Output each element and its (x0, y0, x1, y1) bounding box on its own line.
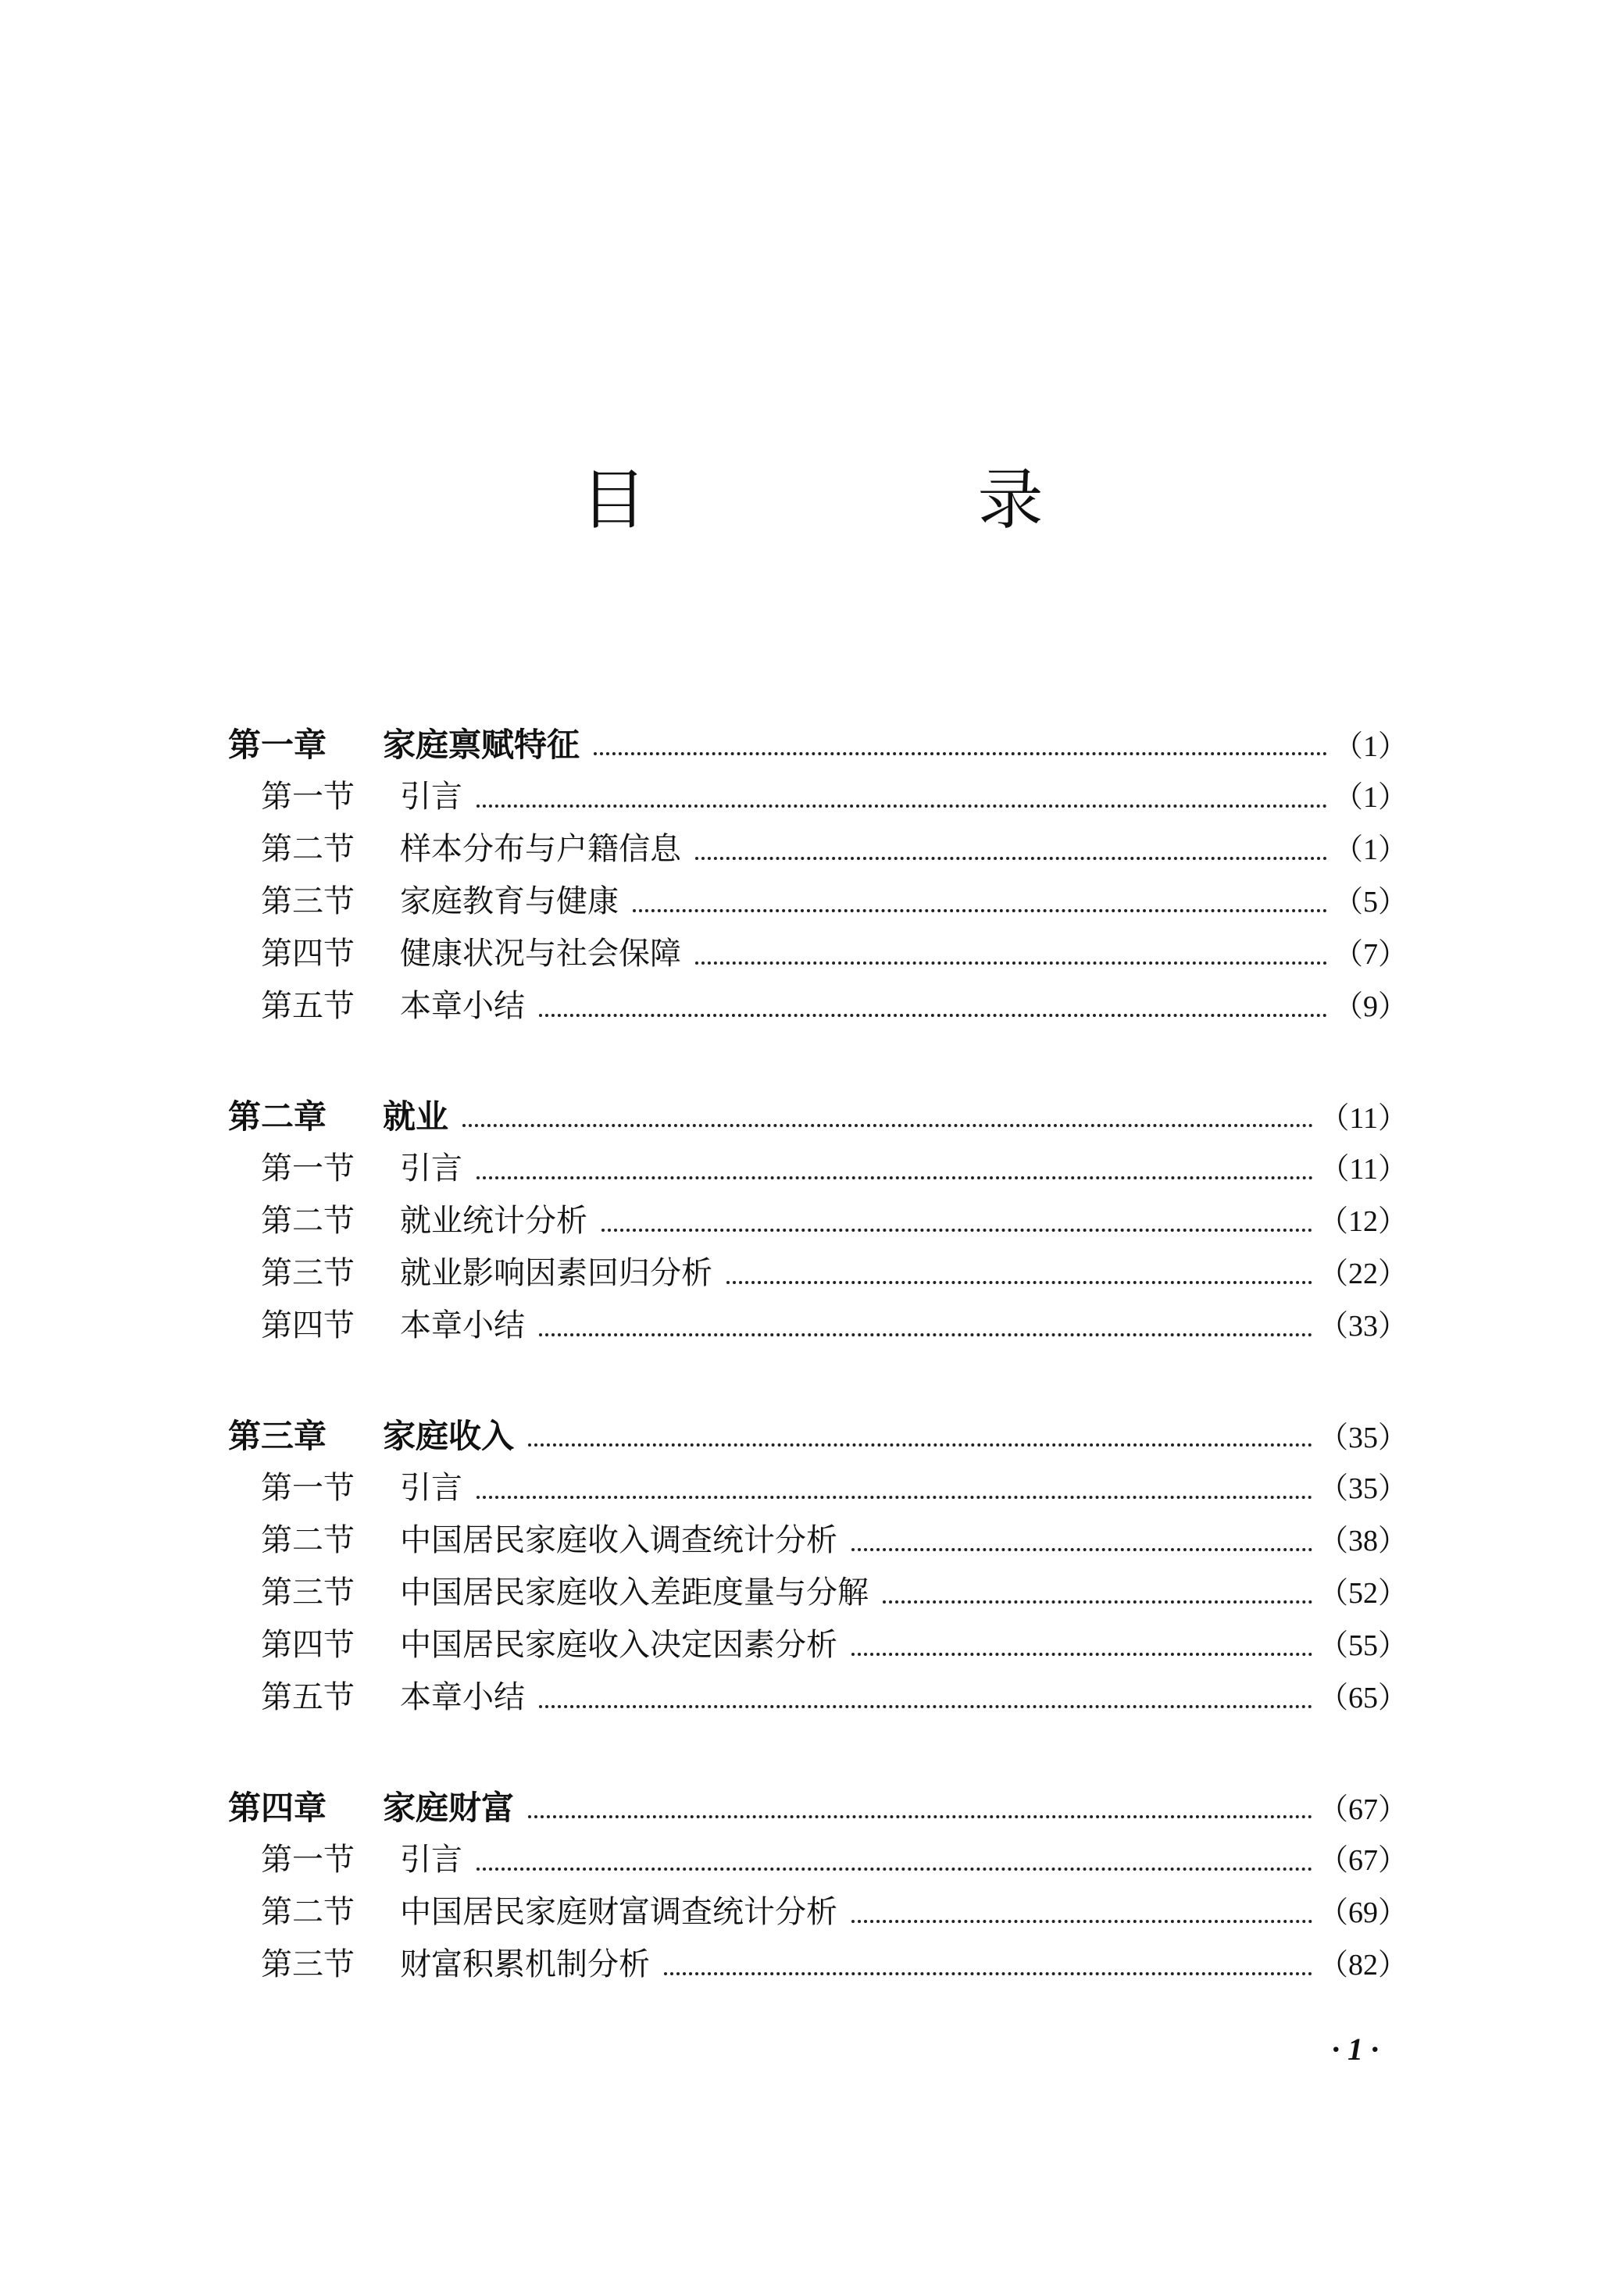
section-entry[interactable] (228, 771, 1408, 823)
section-number: 第五节 (261, 988, 355, 1024)
section-entry[interactable] (228, 1939, 1408, 1991)
page-number: （11） (1319, 1102, 1408, 1135)
section-title: 中国居民家庭财富调查统计分析 (400, 1894, 837, 1930)
page-number: （1） (1333, 781, 1408, 814)
dot-leader (851, 1619, 1312, 1671)
section-entry[interactable] (228, 1671, 1408, 1724)
section-title: 引言 (400, 1470, 462, 1506)
dot-leader (664, 1939, 1312, 1991)
page-number: （1） (1333, 730, 1408, 763)
page-number: （22） (1318, 1258, 1408, 1290)
dot-leader (633, 876, 1327, 928)
section-entry[interactable] (228, 1143, 1408, 1195)
section-number: 第二节 (261, 1894, 355, 1930)
section-title: 引言 (400, 1842, 462, 1878)
section-entry[interactable] (228, 1834, 1408, 1886)
page-number: （65） (1318, 1682, 1408, 1714)
page-title: 目 录 (580, 462, 1176, 538)
dot-leader (851, 1514, 1312, 1567)
dot-leader (695, 928, 1327, 980)
section-number: 第四节 (261, 936, 355, 972)
page-number: （1） (1333, 833, 1408, 866)
page-number: （11） (1319, 1153, 1408, 1186)
chapter-3 (228, 1410, 1408, 1724)
section-number: 第一节 (261, 1151, 355, 1186)
section-entry[interactable] (228, 1247, 1408, 1300)
chapter-entry[interactable] (228, 1090, 1408, 1143)
dot-leader (476, 771, 1327, 823)
chapter-4 (228, 1782, 1408, 1991)
page-number: （67） (1318, 1793, 1408, 1826)
dot-leader (476, 1462, 1312, 1514)
section-number: 第四节 (261, 1308, 355, 1343)
page-number: （9） (1333, 990, 1408, 1023)
section-title: 家庭教育与健康 (400, 883, 619, 919)
chapter-2 (228, 1090, 1408, 1352)
chapter-title: 家庭财富 (383, 1789, 515, 1827)
chapter-entry[interactable] (228, 1410, 1408, 1462)
page-number: （35） (1318, 1472, 1408, 1505)
page-number: （5） (1333, 886, 1408, 919)
section-entry[interactable] (228, 1514, 1408, 1567)
dot-leader (539, 980, 1327, 1033)
section-number: 第一节 (261, 779, 355, 815)
chapter-number: 第一章 (228, 726, 327, 764)
dot-leader (851, 1886, 1312, 1939)
page-number: （82） (1318, 1949, 1408, 1982)
section-title: 财富积累机制分析 (400, 1946, 650, 1982)
section-entry[interactable] (228, 1619, 1408, 1671)
chapter-title: 就业 (383, 1097, 449, 1136)
page-number: （35） (1318, 1422, 1408, 1454)
section-number: 第五节 (261, 1679, 355, 1715)
section-title: 中国居民家庭收入差距度量与分解 (400, 1575, 869, 1611)
section-number: 第三节 (261, 883, 355, 919)
chapter-number: 第四章 (228, 1789, 327, 1827)
chapter-number: 第二章 (228, 1097, 327, 1136)
dot-leader (462, 1090, 1313, 1143)
dot-leader (594, 719, 1327, 771)
section-entry[interactable] (228, 876, 1408, 928)
chapter-1 (228, 719, 1408, 1033)
dot-leader (528, 1410, 1312, 1462)
chapter-number: 第三章 (228, 1417, 327, 1455)
section-entry[interactable] (228, 1300, 1408, 1352)
page-number: （69） (1318, 1896, 1408, 1929)
section-number: 第二节 (261, 1203, 355, 1239)
section-entry[interactable] (228, 1567, 1408, 1619)
section-number: 第三节 (261, 1946, 355, 1982)
section-title: 本章小结 (400, 988, 525, 1024)
section-number: 第三节 (261, 1255, 355, 1291)
section-title: 就业统计分析 (400, 1203, 587, 1239)
chapter-title: 家庭收入 (383, 1417, 515, 1455)
dot-leader (726, 1247, 1312, 1300)
table-of-contents (228, 719, 1408, 2049)
section-number: 第三节 (261, 1575, 355, 1611)
section-entry[interactable] (228, 1886, 1408, 1939)
dot-leader (476, 1834, 1312, 1886)
page-number: （33） (1318, 1310, 1408, 1343)
section-title: 中国居民家庭收入决定因素分析 (400, 1627, 837, 1663)
page-number: （55） (1318, 1629, 1408, 1662)
section-entry[interactable] (228, 980, 1408, 1033)
section-entry[interactable] (228, 928, 1408, 980)
dot-leader (528, 1782, 1312, 1834)
section-title: 本章小结 (400, 1679, 525, 1715)
chapter-entry[interactable] (228, 719, 1408, 771)
chapter-title: 家庭禀赋特征 (383, 726, 580, 764)
section-title: 引言 (400, 779, 462, 815)
page-number: （7） (1333, 938, 1408, 971)
section-number: 第四节 (261, 1627, 355, 1663)
section-title: 样本分布与户籍信息 (400, 831, 681, 867)
section-title: 本章小结 (400, 1308, 525, 1343)
dot-leader (476, 1143, 1313, 1195)
page-number: （67） (1318, 1844, 1408, 1877)
chapter-entry[interactable] (228, 1782, 1408, 1834)
section-entry[interactable] (228, 1195, 1408, 1247)
dot-leader (601, 1195, 1312, 1247)
page-number: （52） (1318, 1577, 1408, 1610)
folio-page-number: · 1 · (1332, 2032, 1379, 2067)
section-number: 第二节 (261, 831, 355, 867)
dot-leader (539, 1300, 1312, 1352)
section-entry[interactable] (228, 823, 1408, 876)
section-number: 第一节 (261, 1470, 355, 1506)
section-title: 健康状况与社会保障 (400, 936, 681, 972)
section-number: 第二节 (261, 1522, 355, 1558)
section-number: 第一节 (261, 1842, 355, 1878)
section-entry[interactable] (228, 1462, 1408, 1514)
dot-leader (695, 823, 1327, 876)
section-title: 引言 (400, 1151, 462, 1186)
dot-leader (883, 1567, 1312, 1619)
dot-leader (539, 1671, 1312, 1724)
section-title: 中国居民家庭收入调查统计分析 (400, 1522, 837, 1558)
section-title: 就业影响因素回归分析 (400, 1255, 712, 1291)
page-number: （12） (1318, 1205, 1408, 1238)
page-number: （38） (1318, 1525, 1408, 1557)
